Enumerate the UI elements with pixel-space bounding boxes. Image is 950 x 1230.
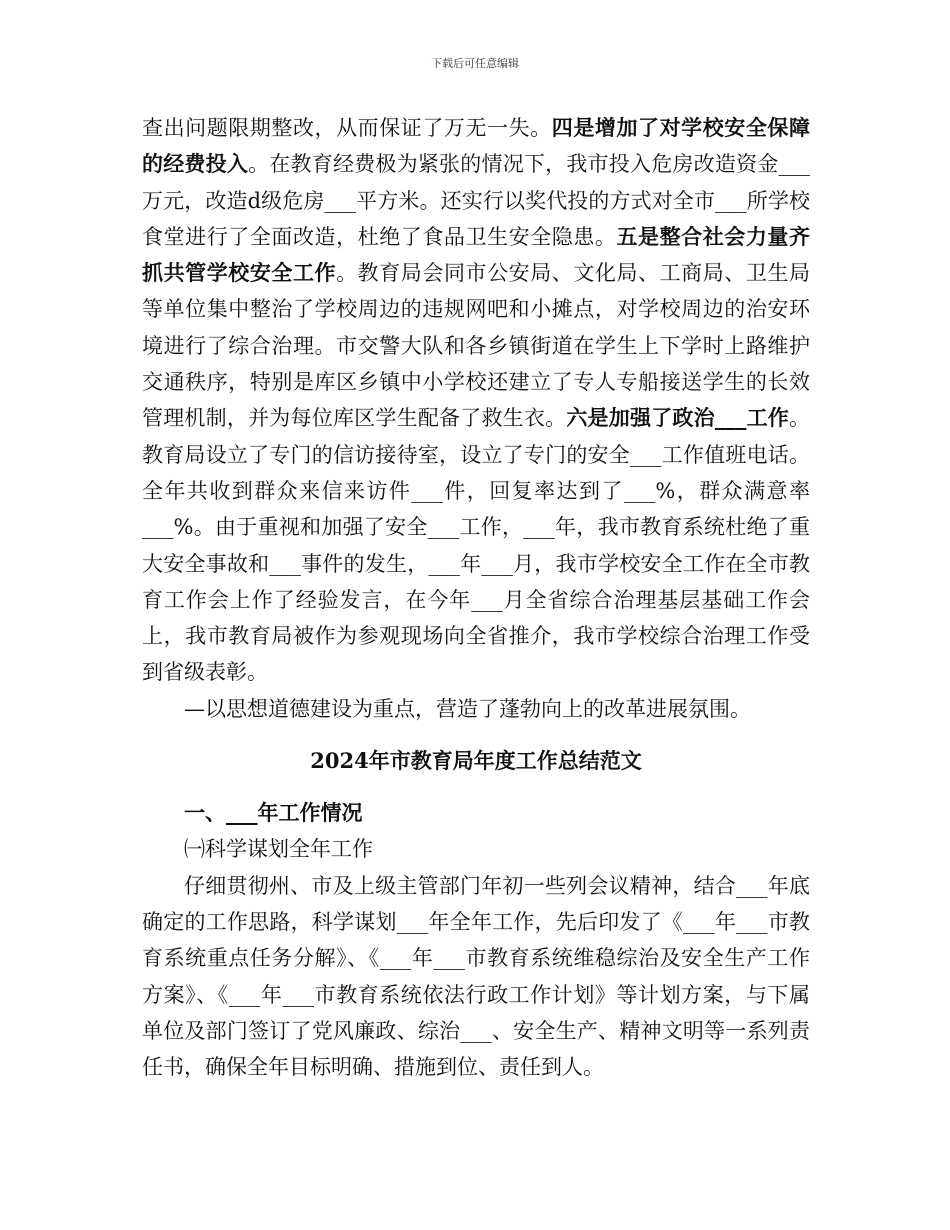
paragraph-text: 查出问题限期整改，从而保证了万无一失。 [142,116,552,140]
paragraph-text: 。在教育经费极为紧张的情况下，我市投入危房改造资金___万元，改造d级危房___平方米。还实行以奖代投的方式对全市___所学校食堂进行了全面改造，杜绝了食品卫生安全隐患。 [142,152,811,249]
paragraph-safety-work [142,110,810,691]
document-body [142,110,810,1085]
bold-point-five: 五是整合社会力量齐抓共管学校安全工作 [142,223,811,286]
paragraph-text: 。教育局会同市公安局、文化局、工商局、卫生局等单位集中整治了学校周边的违规网吧和小摊点，对学校周边的治安环境进行了综合治理。市交警大队和各乡镇街道在学生上下学时上路维护交通秩序，特别是库区乡镇中小学校还建立了专人专船接送学生的长效管理机制，并为每位库区学生配备了救生衣。 [142,261,811,431]
bold-point-four: 四是增加了对学校安全保障的经费投入 [142,115,810,177]
heading-work-status: 一、___年工作情况 [184,800,363,826]
page-header: 下载后可任意编辑 [431,57,519,70]
paragraph-text: 。教育局设立了专门的信访接待室，设立了专门的安全___工作值班电话。全年共收到群众来信来访件___件，回复率达到了___%，群众满意率___%。由于重视和加强了安全___工作，___年，我市教育系统杜绝了重大安全事故和___事件的发生，___年___月，我市学校安全工作在全市教育工作会上作了经验发言，在今年___月全省综合治理基层基础工作会上，我市教育局被作为参观现场向全省推介，我市学校综合治理工作受到省级表彰。 [142,406,811,685]
subheading-planning: ㈠科学谋划全年工作 [184,837,373,862]
paragraph-moral-construction: —以思想道德建设为重点，营造了蓬勃向上的改革进展氛围。 [184,696,751,721]
section-title: 2024年市教育局年度工作总结范文 [310,748,642,774]
bold-point-six: 六是加强了政治___工作 [566,405,790,431]
paragraph-planning: 仔细贯彻州、市及上级主管部门年初一些列会议精神，结合___年底确定的工作思路，科学谋划___年全年工作，先后印发了《___年___市教育系统重点任务分解》、《___年___市教育系统维稳综治及安全生产工作方案》、《___年___市教育系统依法行政工作计划》等计划方案，与下属单位及部门签订了党风廉政、综治___、安全生产、精神文明等一系列责任书，确保全年目标明确、措施到位、责任到人。 [142,873,810,1080]
